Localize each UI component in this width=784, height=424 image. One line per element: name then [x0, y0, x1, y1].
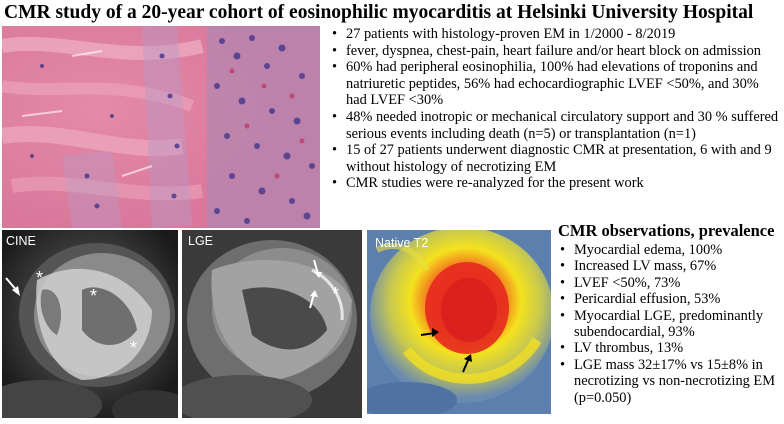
list-item: • LGE mass 32±17% vs 15±8% in necrotizing vs non-necrotizing EM (p=0.050): [558, 357, 782, 406]
arrow-icon: [6, 278, 20, 296]
list-item: • 15 of 27 patients underwent diagnostic CMR at presentation, 6 with and 9 without histology of necrotizing EM: [332, 142, 782, 175]
t2-label: Native T2: [375, 236, 429, 250]
asterisk-marker: *: [332, 284, 340, 304]
lge-label: LGE: [188, 234, 214, 248]
asterisk-marker: *: [130, 338, 138, 358]
list-item: • LV thrombus, 13%: [558, 340, 782, 356]
summary-bullets: [332, 26, 782, 192]
list-item: • Increased LV mass, 67%: [558, 258, 782, 274]
arrow-icon: [310, 290, 318, 308]
native-t2-image: [367, 230, 551, 414]
cine-image: [2, 230, 178, 418]
list-item: • CMR studies were re-analyzed for the present work: [332, 175, 782, 192]
observations-list: [558, 242, 782, 406]
arrow-icon: [314, 260, 322, 278]
arrow-icon: [421, 328, 439, 337]
list-item: • 27 patients with histology-proven EM in 1/2000 - 8/2019: [332, 26, 782, 43]
poster-title: CMR study of a 20-year cohort of eosinophilic myocarditis at Helsinki University Hospital: [4, 2, 754, 23]
asterisk-marker: *: [36, 268, 44, 288]
histology-image: [2, 26, 320, 228]
list-item: • Myocardial edema, 100%: [558, 242, 782, 258]
arrow-icon: [463, 354, 472, 372]
list-item: • Pericardial effusion, 53%: [558, 291, 782, 307]
list-item: • fever, dyspnea, chest-pain, heart failure and/or heart block on admission: [332, 43, 782, 60]
cine-label: CINE: [6, 234, 36, 248]
list-item: • 48% needed inotropic or mechanical circulatory support and 30 % suffered serious events including death (n=5) or transplantation (n=1): [332, 109, 782, 142]
list-item: • LVEF <50%, 73%: [558, 275, 782, 291]
list-item: • 60% had peripheral eosinophilia, 100% had elevations of troponins and natriuretic peptides, 56% had echocardiographic LVEF <50%, and 30% had LVEF <30%: [332, 59, 782, 109]
lge-image: [182, 230, 362, 418]
asterisk-marker: *: [90, 286, 98, 306]
observations-heading: CMR observations, prevalence: [558, 221, 775, 240]
list-item: • Myocardial LGE, predominantly subendocardial, 93%: [558, 308, 782, 341]
